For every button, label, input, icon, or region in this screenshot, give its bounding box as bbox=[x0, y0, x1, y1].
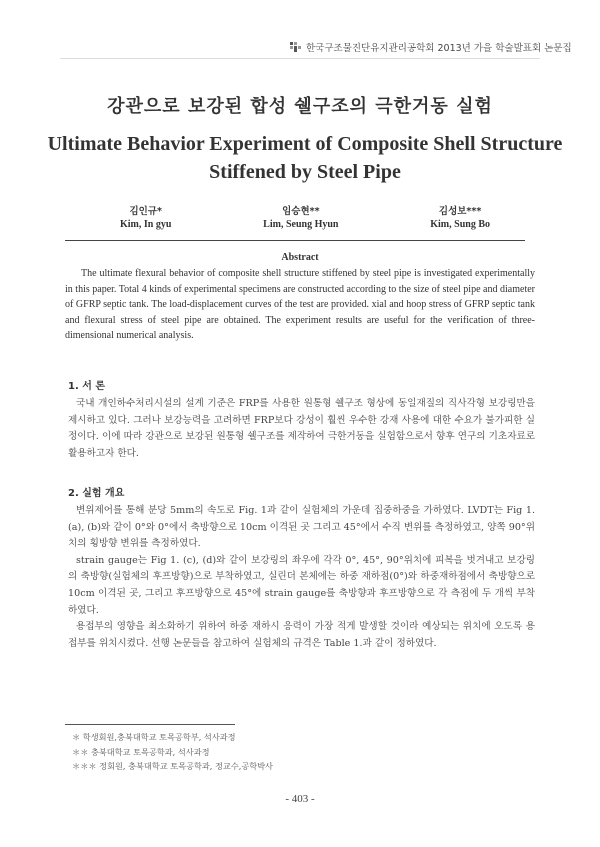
footnote-divider bbox=[65, 724, 235, 725]
header-text: 한국구조물진단유지관리공학회 2013년 가을 학술발표회 논문집 bbox=[306, 43, 572, 54]
section-body-experiment bbox=[68, 503, 535, 652]
paragraph: strain gauge는 Fig 1. (c), (d)와 같이 보강링의 좌우에 각각 0°, 45°, 90°위치에 피복을 벗겨내고 보강링의 축방향(실험체의 후프방향)으로 부착하였고, 실린더 본체에는 하중 재하점(0°)와 하중재하점에서 축방향으로 10cm 이격된 곳, 그리고 후프방향으로 45°에 strain gauge를 축방향과 후프방향으로 각 측점에 두 개씩 부착하였다. bbox=[68, 554, 535, 616]
abstract-body bbox=[65, 266, 535, 344]
author-korean-name: 김인규* bbox=[129, 206, 162, 217]
page-number: - 403 - bbox=[285, 793, 315, 805]
korean-title: 강관으로 보강된 합성 쉘구조의 극한거동 실험 bbox=[107, 96, 493, 117]
author-korean-name: 김성보*** bbox=[438, 206, 482, 217]
author-list bbox=[120, 205, 490, 231]
footnote: ＊＊＊ 정회원, 충북대학교 토목공학과, 정교수,공학박사 bbox=[72, 761, 273, 771]
footnote: ＊ 학생회원,충북대학교 토목공학부, 석사과정 bbox=[72, 732, 236, 742]
header-divider bbox=[60, 58, 540, 59]
section-title-introduction: 1. 서 론 bbox=[68, 381, 106, 392]
footnotes bbox=[72, 730, 273, 774]
paragraph: 변위제어를 통해 분당 5mm의 속도로 Fig. 1과 같이 실험체의 가운데 집중하중을 가하였다. LVDT는 Fig 1.(a), (b)와 같이 0°와 0°에서 축방향으로 10cm 이격된 곳 그리고 45°에서 수직 변위를 측정하였고, 양쪽 90°위치의 횡방향 변위를 측정하였다. bbox=[68, 505, 535, 550]
author-english-name: Lim, Seung Hyun bbox=[263, 219, 339, 230]
author-3 bbox=[430, 205, 490, 231]
english-title: Ultimate Behavior Experiment of Composite Shell Structure Stiffened by Steel Pipe bbox=[47, 133, 563, 183]
author-english-name: Kim, In gyu bbox=[120, 219, 172, 230]
society-logo-icon bbox=[290, 42, 303, 52]
author-divider bbox=[65, 240, 525, 241]
author-2 bbox=[263, 205, 338, 231]
abstract-heading: Abstract bbox=[281, 252, 319, 263]
abstract-paragraph: The ultimate flexural behavior of composite shell structure stiffened by steel pipe is investigated experimentally in this paper. Total 4 kinds of experimental specimens are constructed according to the size of steel pipe and diameter of GFRP septic tank. The load-displacement curves of the test are provided. xial and hoop stress of GFRP septic tank and flexural stress of steel pipe are obtained. The experiment results are useful for the verification of three-dimensional numerical analysis. bbox=[65, 268, 535, 342]
paragraph: 국내 개인하수처리시설의 설계 기준은 FRP를 사용한 원통형 쉘구조 형상에 동일재질의 직사각형 보강링만을 제시하고 있다. 그러나 보강능력을 고려하면 FRP보다 강성이 훨씬 우수한 강재 사용에 대한 수요가 불가피한 실정이다. 이에 따라 강관으로 보강된 원통형 쉘구조를 제작하여 극한거동을 실험함으로서 향후 연구의 기초자료로 활용하고자 한다. bbox=[68, 398, 535, 459]
author-english-name: Kim, Sung Bo bbox=[430, 219, 490, 230]
section-body-introduction bbox=[68, 396, 535, 462]
running-header bbox=[290, 40, 572, 54]
section-title-experiment: 2. 실험 개요 bbox=[68, 488, 125, 499]
paragraph: 용접부의 영향을 최소화하기 위하여 하중 재하시 응력이 가장 적게 발생할 것이라 예상되는 위치에 오도록 용접부를 위치시켰다. 선행 논문들을 참고하여 실험체의 규격은 Table 1.과 같이 정하였다. bbox=[68, 621, 535, 649]
author-1 bbox=[120, 205, 171, 231]
footnote: ＊＊ 충북대학교 토목공학과, 석사과정 bbox=[72, 746, 210, 757]
author-korean-name: 임승현** bbox=[282, 206, 320, 217]
